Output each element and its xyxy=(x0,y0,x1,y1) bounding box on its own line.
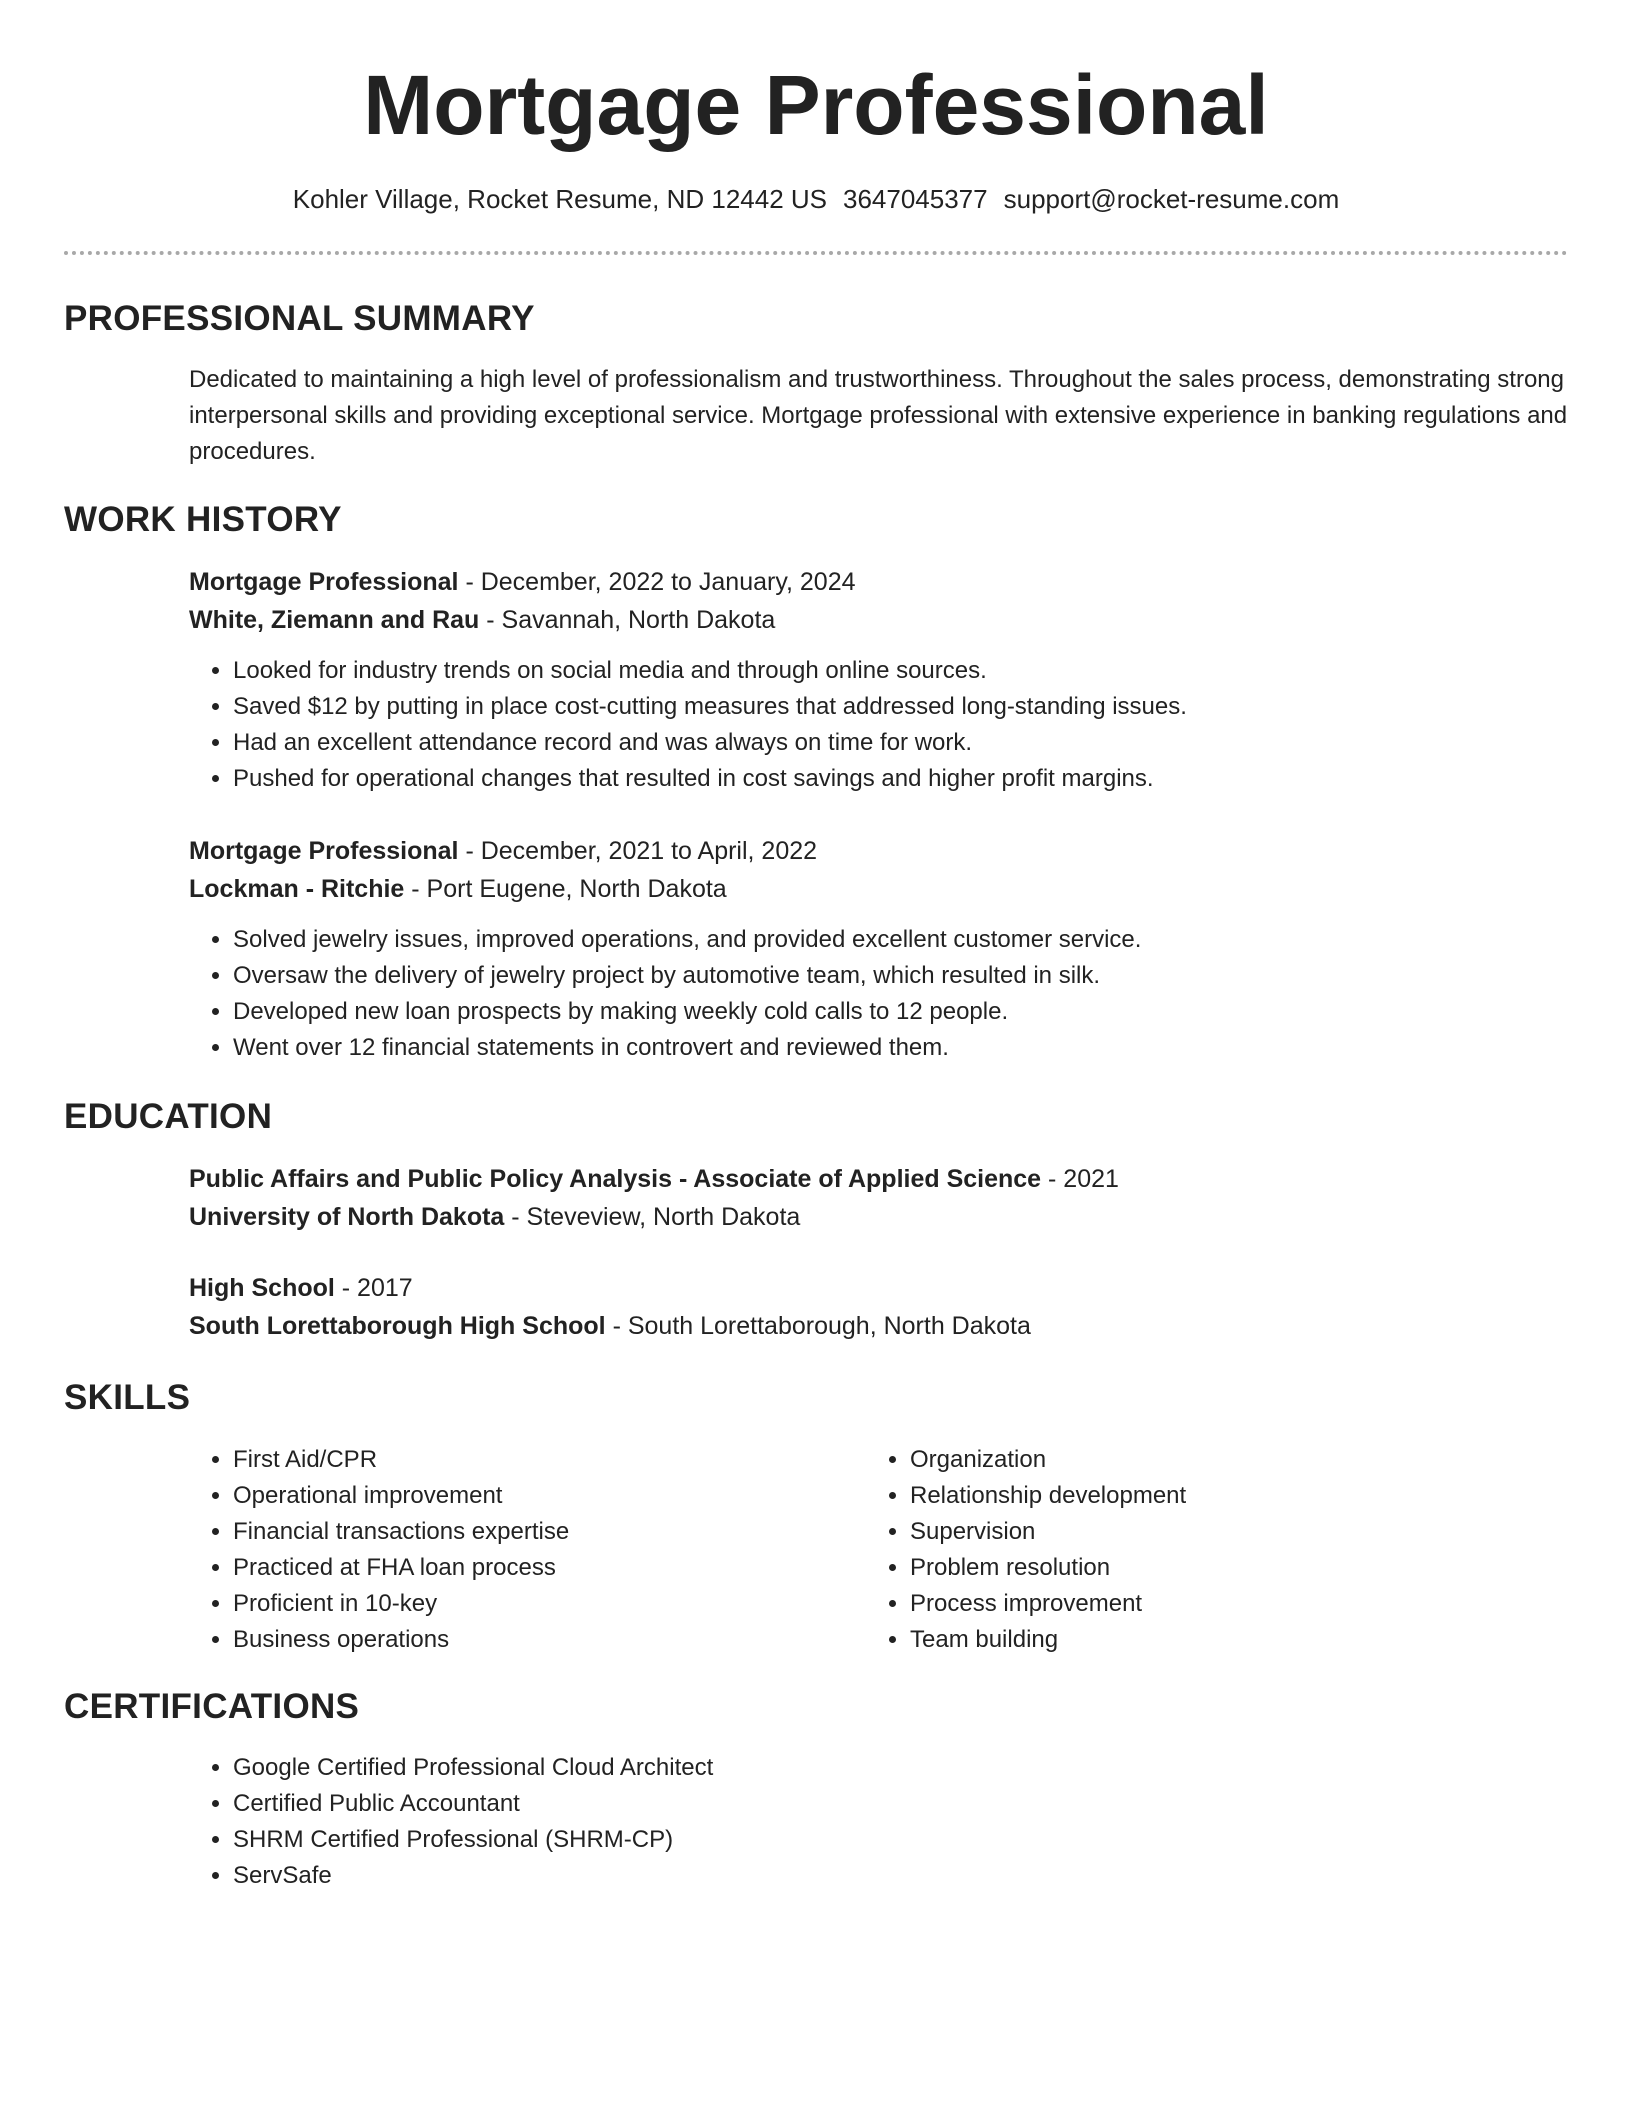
education-year: - 2017 xyxy=(334,1274,413,1302)
job-bullets xyxy=(189,653,1569,797)
summary-section xyxy=(189,362,1569,470)
skills-column-left xyxy=(189,1442,829,1658)
skill-item: • Team building xyxy=(910,1622,1506,1658)
job-company-line xyxy=(189,870,1569,908)
job-bullet: • Had an excellent attendance record and was always on time for work. xyxy=(233,725,1569,761)
job-bullet: • Pushed for operational changes that resulted in cost savings and higher profit margins. xyxy=(233,761,1569,797)
education-entry xyxy=(189,1269,1569,1345)
job-role: Mortgage Professional xyxy=(189,837,459,865)
job-company-line xyxy=(189,601,1569,639)
skill-item: • Business operations xyxy=(233,1622,829,1658)
job-bullet: • Looked for industry trends on social media and through online sources. xyxy=(233,653,1569,689)
education-degree-line xyxy=(189,1269,1569,1307)
job-bullet: • Went over 12 financial statements in controvert and reviewed them. xyxy=(233,1030,1569,1066)
job-bullet: • Solved jewelry issues, improved operations, and provided excellent customer service. xyxy=(233,922,1569,958)
job-bullet: • Oversaw the delivery of jewelry project by automotive team, which resulted in silk. xyxy=(233,958,1569,994)
skills-list xyxy=(189,1442,829,1658)
education-entry xyxy=(189,1160,1569,1236)
education-location: - Steveview, North Dakota xyxy=(504,1203,801,1231)
job-dates: - December, 2022 to January, 2024 xyxy=(458,568,856,596)
job-bullet: • Saved $12 by putting in place cost-cutting measures that addressed long-standing issues. xyxy=(233,689,1569,725)
job-location: - Savannah, North Dakota xyxy=(479,606,776,634)
certifications-list xyxy=(189,1750,1569,1894)
education-degree: High School xyxy=(189,1274,335,1302)
contact-phone: 3647045377 xyxy=(843,184,988,214)
job-company: White, Ziemann and Rau xyxy=(189,606,480,634)
job-title-line xyxy=(189,832,1569,870)
certifications-section xyxy=(189,1750,1569,1894)
job-role: Mortgage Professional xyxy=(189,568,459,596)
education-degree: Public Affairs and Public Policy Analysis - Associate of Applied Science xyxy=(189,1165,1042,1193)
job-bullets xyxy=(189,922,1569,1066)
skill-item: • Practiced at FHA loan process xyxy=(233,1550,829,1586)
certification-item: • Google Certified Professional Cloud Architect xyxy=(233,1750,1569,1786)
skill-item: • Supervision xyxy=(910,1514,1506,1550)
certification-item: • ServSafe xyxy=(233,1858,1569,1894)
skill-item: • First Aid/CPR xyxy=(233,1442,829,1478)
education-school-line xyxy=(189,1198,1569,1236)
education-year: - 2021 xyxy=(1041,1165,1119,1193)
header-divider xyxy=(64,251,1568,255)
resume-name: Mortgage Professional xyxy=(363,58,1269,152)
job-location: - Port Eugene, North Dakota xyxy=(404,875,727,903)
skills-column-right xyxy=(866,1442,1506,1658)
certification-item: • SHRM Certified Professional (SHRM-CP) xyxy=(233,1822,1569,1858)
skills-heading: SKILLS xyxy=(64,1378,191,1417)
skill-item: • Problem resolution xyxy=(910,1550,1506,1586)
job-title-line xyxy=(189,563,1569,601)
job-dates: - December, 2021 to April, 2022 xyxy=(458,837,818,865)
skill-item: • Relationship development xyxy=(910,1478,1506,1514)
skill-item: • Operational improvement xyxy=(233,1478,829,1514)
skills-list xyxy=(866,1442,1506,1658)
skill-item: • Organization xyxy=(910,1442,1506,1478)
contact-line xyxy=(0,180,1632,218)
education-school: South Lorettaborough High School xyxy=(189,1312,606,1340)
job-company: Lockman - Ritchie xyxy=(189,875,405,903)
education-school-line xyxy=(189,1307,1569,1345)
job-entry xyxy=(189,832,1569,1066)
education-degree-line xyxy=(189,1160,1569,1198)
education-location: - South Lorettaborough, North Dakota xyxy=(605,1312,1031,1340)
education-heading: EDUCATION xyxy=(64,1097,273,1136)
education-school: University of North Dakota xyxy=(189,1203,505,1231)
job-bullet: • Developed new loan prospects by making weekly cold calls to 12 people. xyxy=(233,994,1569,1030)
skill-item: • Process improvement xyxy=(910,1586,1506,1622)
skill-item: • Financial transactions expertise xyxy=(233,1514,829,1550)
summary-heading: PROFESSIONAL SUMMARY xyxy=(64,299,535,338)
certifications-heading: CERTIFICATIONS xyxy=(64,1687,360,1726)
contact-address: Kohler Village, Rocket Resume, ND 12442 US xyxy=(292,184,827,214)
contact-email[interactable]: support@rocket-resume.com xyxy=(1003,184,1340,214)
certification-item: • Certified Public Accountant xyxy=(233,1786,1569,1822)
work-history-heading: WORK HISTORY xyxy=(64,500,342,539)
skill-item: • Proficient in 10-key xyxy=(233,1586,829,1622)
summary-text: Dedicated to maintaining a high level of professionalism and trustworthiness. Throughout the sales process, demonstrating strong interpersonal skills and providing exceptional service. Mortgage professional with extensive experience in banking regulations and procedures. xyxy=(189,366,1568,465)
job-entry xyxy=(189,563,1569,797)
